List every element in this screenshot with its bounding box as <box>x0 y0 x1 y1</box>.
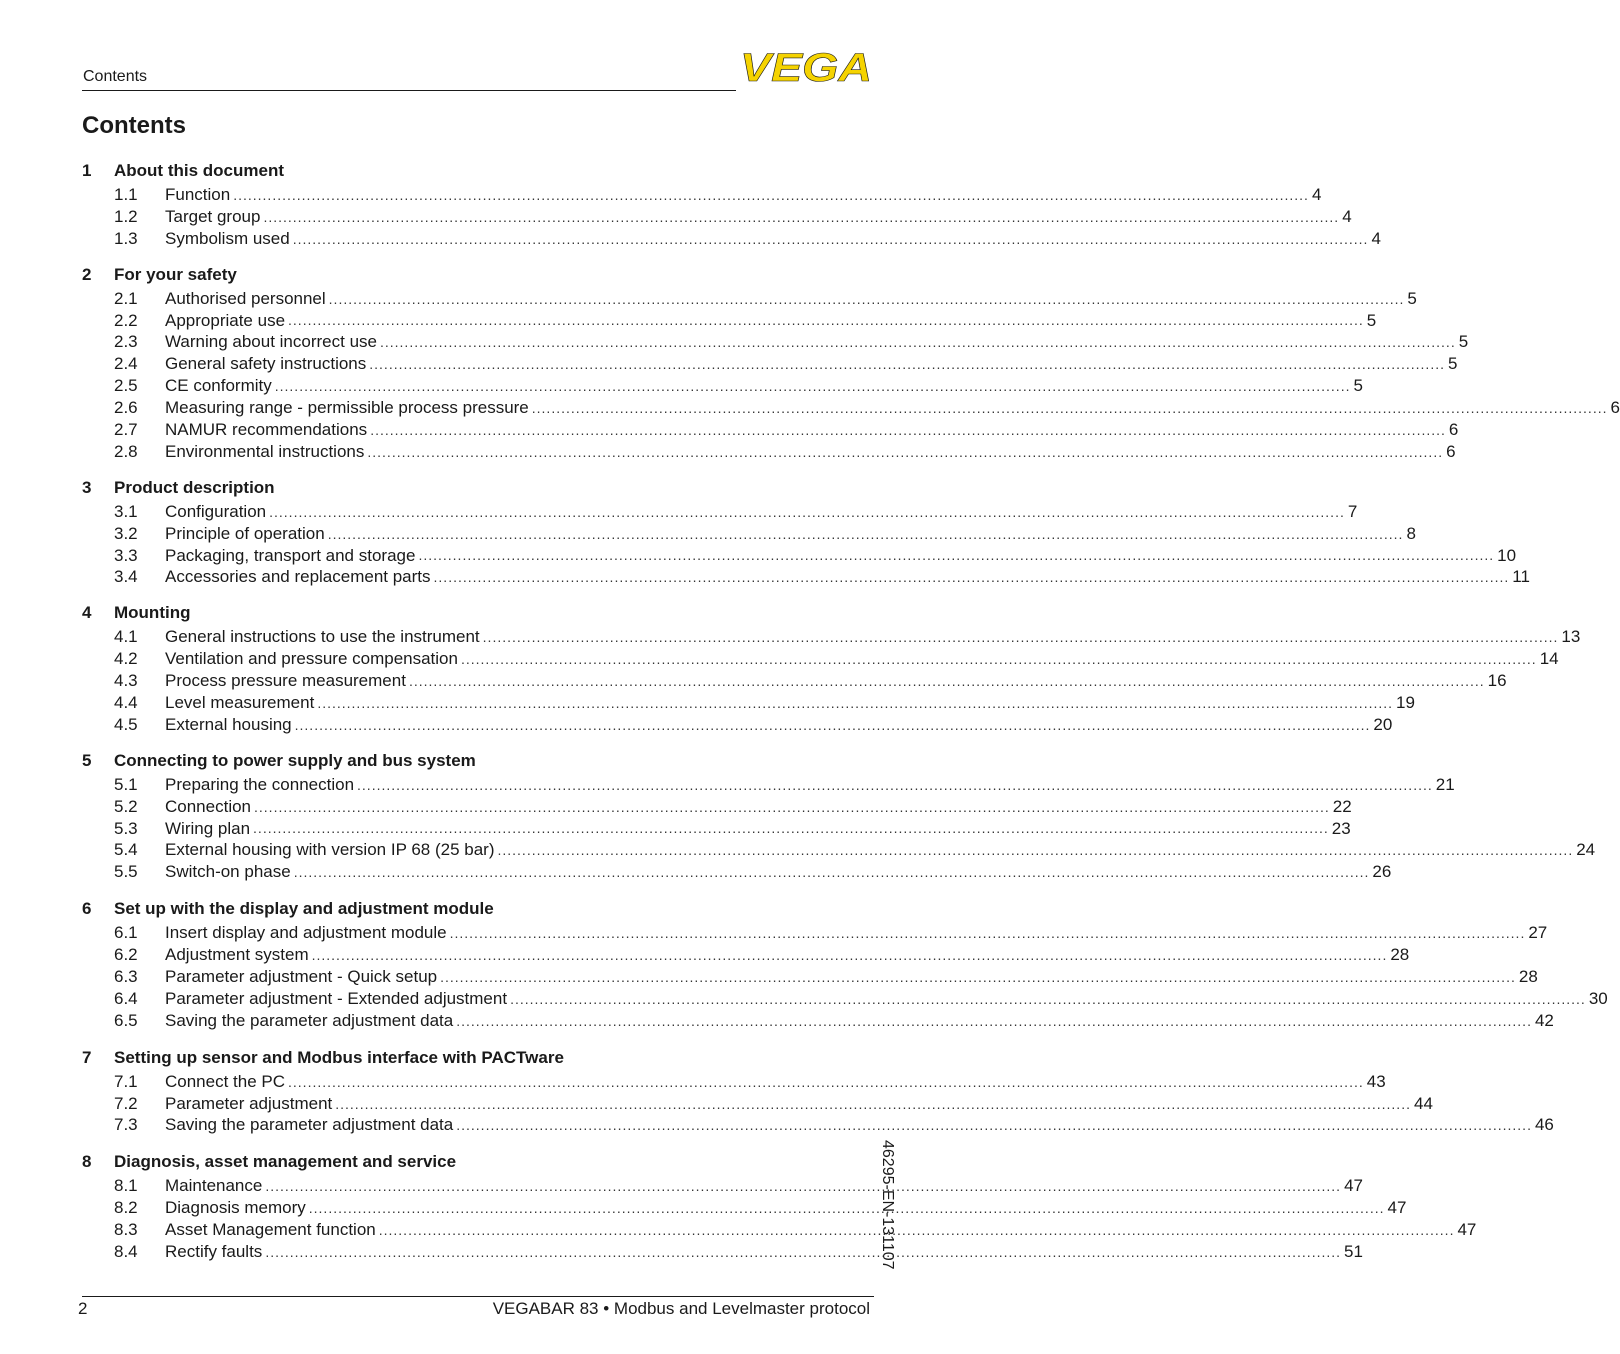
entry-title: Process pressure measurement <box>165 671 406 691</box>
chapter-number: 5 <box>82 750 92 770</box>
entry-title: Saving the parameter adjustment data <box>165 1115 454 1135</box>
entry-title: CE conformity <box>165 376 272 396</box>
toc-entry[interactable] <box>82 353 1458 375</box>
entry-number: 2.2 <box>114 310 138 330</box>
dot-leader: ............................................................................................................................................................................................................................ <box>327 525 1404 542</box>
entry-page-number: 14 <box>1539 649 1559 669</box>
toc-entry[interactable] <box>82 861 1392 883</box>
entry-title: Accessories and replacement parts <box>165 567 431 587</box>
entry-number: 1.2 <box>114 206 138 226</box>
entry-title: Adjustment system <box>165 945 309 965</box>
entry-page-number: 16 <box>1487 671 1507 691</box>
toc-entry[interactable] <box>82 1010 1554 1032</box>
dot-leader: ............................................................................................................................................................................................................................ <box>335 1095 1411 1112</box>
toc-entry[interactable] <box>82 331 1469 353</box>
entry-number: 2.7 <box>114 419 138 439</box>
entry-number: 2.8 <box>114 441 138 461</box>
entry-title: Wiring plan <box>165 818 251 838</box>
entry-page-number: 4 <box>1371 228 1381 248</box>
entry-number: 4.1 <box>114 627 138 647</box>
chapter-title: About this document <box>114 161 284 180</box>
entry-number: 5.1 <box>114 774 138 794</box>
chapter-title: Setting up sensor and Modbus interface with PACTware <box>114 1047 564 1067</box>
toc-entry[interactable] <box>82 922 1548 944</box>
dot-leader: ............................................................................................................................................................................................................................ <box>253 820 1329 837</box>
dot-leader: ............................................................................................................................................................................................................................ <box>408 673 1485 690</box>
entry-number: 3.1 <box>114 501 138 521</box>
toc-entry[interactable] <box>82 818 1351 840</box>
entry-page-number: 20 <box>1373 714 1393 734</box>
entry-title: Configuration <box>165 501 267 521</box>
toc-entry[interactable] <box>82 397 1620 419</box>
dot-leader: ............................................................................................................................................................................................................................ <box>369 356 1445 373</box>
entry-number: 4.5 <box>114 714 138 734</box>
entry-page-number: 4 <box>1342 206 1352 226</box>
entry-title: Preparing the connection <box>165 774 355 794</box>
entry-page-number: 22 <box>1332 796 1352 816</box>
dot-leader: ............................................................................................................................................................................................................................ <box>456 1012 1532 1029</box>
footer-divider <box>82 1296 874 1297</box>
toc-chapter <box>82 1045 1554 1137</box>
header-divider <box>82 90 736 91</box>
entry-title: Insert display and adjustment module <box>165 923 447 943</box>
entry-title: Warning about incorrect use <box>165 332 377 352</box>
entry-title: Diagnosis memory <box>165 1198 306 1218</box>
dot-leader: ............................................................................................................................................................................................................................ <box>311 947 1388 964</box>
toc-entry[interactable] <box>82 839 1596 861</box>
dot-leader: ............................................................................................................................................................................................................................ <box>440 968 1516 985</box>
chapter-number: 7 <box>82 1047 92 1067</box>
toc-entry[interactable] <box>82 774 1455 796</box>
toc-entry[interactable] <box>82 206 1352 228</box>
toc-entry[interactable] <box>82 1241 1363 1263</box>
toc-entry[interactable] <box>82 566 1530 588</box>
toc-entry[interactable] <box>82 1093 1433 1115</box>
toc-entry[interactable] <box>82 1115 1554 1137</box>
entry-page-number: 47 <box>1344 1176 1363 1196</box>
chapter-title: Product description <box>114 477 275 497</box>
entry-number: 5.2 <box>114 796 138 816</box>
dot-leader: ............................................................................................................................................................................................................................ <box>254 798 1330 815</box>
toc-chapter <box>82 475 1530 589</box>
entry-number: 3.3 <box>114 545 138 565</box>
entry-title: Measuring range - permissible process pressure <box>165 398 529 418</box>
entry-number: 6.4 <box>114 988 138 1008</box>
chapter-number: 4 <box>82 603 92 623</box>
vega-logo <box>740 46 874 90</box>
dot-leader: ............................................................................................................................................................................................................................ <box>367 443 1444 460</box>
toc-chapter <box>82 748 1596 883</box>
entry-number: 7.3 <box>114 1115 138 1135</box>
entry-number: 4.4 <box>114 692 138 712</box>
entry-page-number: 10 <box>1497 545 1517 565</box>
entry-number: 5.4 <box>114 840 138 860</box>
chapter-title: Diagnosis, asset management and service <box>114 1152 457 1172</box>
entry-title: Parameter adjustment <box>165 1093 333 1113</box>
entry-title: Target group <box>165 206 261 226</box>
toc-entry[interactable] <box>82 626 1581 648</box>
entry-title: General instructions to use the instrument <box>165 627 480 647</box>
dot-leader: ............................................................................................................................................................................................................................ <box>328 290 1405 307</box>
entry-number: 6.2 <box>114 945 138 965</box>
entry-page-number: 24 <box>1576 840 1596 860</box>
entry-title: Principle of operation <box>165 523 325 543</box>
entry-title: General safety instructions <box>165 354 367 374</box>
toc-chapter <box>82 896 1608 1031</box>
entry-title: External housing with version IP 68 (25 bar) <box>165 840 495 860</box>
toc-entry[interactable] <box>82 1071 1386 1093</box>
toc-entry[interactable] <box>82 670 1507 692</box>
entry-page-number: 26 <box>1372 862 1392 882</box>
entry-title: Connect the PC <box>165 1071 286 1091</box>
chapter-number: 3 <box>82 477 92 497</box>
dot-leader: ............................................................................................................................................................................................................................ <box>433 569 1510 586</box>
entry-page-number: 5 <box>1353 376 1363 396</box>
entry-title: Symbolism used <box>165 228 290 248</box>
entry-number: 2.3 <box>114 332 138 352</box>
entry-page-number: 5 <box>1366 310 1377 330</box>
toc-entry[interactable] <box>82 714 1393 736</box>
entry-page-number: 21 <box>1435 774 1455 794</box>
toc-chapter-heading[interactable] <box>82 1045 874 1071</box>
entry-page-number: 6 <box>1446 441 1456 461</box>
document-code: 46295-EN-131107 <box>879 1140 896 1270</box>
toc-entry[interactable] <box>82 988 1608 1010</box>
toc-entry[interactable] <box>82 944 1410 966</box>
entry-page-number: 5 <box>1448 354 1458 374</box>
chapter-title: Set up with the display and adjustment module <box>114 899 494 919</box>
dot-leader: ............................................................................................................................................................................................................................ <box>308 1200 1385 1217</box>
entry-page-number: 8 <box>1406 523 1416 543</box>
footer-product-name: VEGABAR 83 • Modbus and Levelmaster protocol <box>492 1299 870 1318</box>
dot-leader: ............................................................................................................................................................................................................................ <box>418 547 1495 564</box>
entry-number: 7.2 <box>114 1093 138 1113</box>
entry-number: 6.1 <box>114 923 138 943</box>
entry-page-number: 11 <box>1512 567 1530 587</box>
entry-page-number: 7 <box>1347 501 1358 521</box>
chapter-number: 2 <box>82 264 92 284</box>
dot-leader: ............................................................................................................................................................................................................................ <box>497 842 1574 859</box>
entry-number: 1.3 <box>114 228 138 248</box>
entry-title: Ventilation and pressure compensation <box>165 649 458 669</box>
entry-title: Saving the parameter adjustment data <box>165 1010 454 1030</box>
chapter-number: 8 <box>82 1152 92 1172</box>
dot-leader: ............................................................................................................................................................................................................................ <box>294 716 1371 733</box>
toc-entry[interactable] <box>82 796 1352 818</box>
toc-entry[interactable] <box>82 1197 1407 1219</box>
entry-number: 2.5 <box>114 376 138 396</box>
entry-page-number: 28 <box>1390 945 1410 965</box>
dot-leader: ............................................................................................................................................................................................................................ <box>293 864 1370 881</box>
entry-page-number: 47 <box>1387 1198 1407 1218</box>
toc-chapter <box>82 158 1381 250</box>
toc-chapter-heading[interactable] <box>82 1149 874 1175</box>
entry-page-number: 43 <box>1366 1071 1386 1091</box>
dot-leader: ............................................................................................................................................................................................................................ <box>274 378 1351 395</box>
dot-leader: ............................................................................................................................................................................................................................ <box>263 208 1340 225</box>
dot-leader: ............................................................................................................................................................................................................................ <box>265 1243 1342 1260</box>
toc-entry[interactable] <box>82 501 1358 523</box>
dot-leader: ............................................................................................................................................................................................................................ <box>482 629 1559 646</box>
entry-page-number: 27 <box>1528 923 1548 943</box>
entry-page-number: 6 <box>1610 398 1620 418</box>
dot-leader: ............................................................................................................................................................................................................................ <box>456 1117 1532 1134</box>
entry-title: Environmental instructions <box>165 441 365 461</box>
dot-leader: ............................................................................................................................................................................................................................ <box>269 503 1345 520</box>
dot-leader: ............................................................................................................................................................................................................................ <box>317 694 1394 711</box>
entry-number: 4.2 <box>114 649 138 669</box>
entry-title: Asset Management function <box>165 1220 376 1240</box>
toc-entry[interactable] <box>82 648 1559 670</box>
toc-chapter-heading[interactable] <box>82 600 874 626</box>
entry-number: 2.6 <box>114 398 138 418</box>
entry-page-number: 30 <box>1588 988 1608 1008</box>
entry-title: Parameter adjustment - Extended adjustment <box>165 988 508 1008</box>
toc-entry[interactable] <box>82 375 1363 397</box>
toc-chapter-heading[interactable] <box>82 158 874 184</box>
toc-chapter-heading[interactable] <box>82 475 874 501</box>
vega-logo-text: VEGA <box>740 46 872 90</box>
dot-leader: ............................................................................................................................................................................................................................ <box>357 776 1433 793</box>
toc-entry[interactable] <box>82 184 1322 206</box>
dot-leader: ............................................................................................................................................................................................................................ <box>288 1073 1364 1090</box>
entry-title: Packaging, transport and storage <box>165 545 416 565</box>
entry-page-number: 5 <box>1458 332 1469 352</box>
entry-page-number: 42 <box>1534 1010 1554 1030</box>
entry-title: Switch-on phase <box>165 862 291 882</box>
toc-entry[interactable] <box>82 441 1456 463</box>
entry-number: 3.4 <box>114 567 138 587</box>
entry-title: Rectify faults <box>165 1242 263 1261</box>
entry-number: 6.3 <box>114 966 138 986</box>
entry-number: 8.1 <box>114 1176 138 1196</box>
entry-title: Parameter adjustment - Quick setup <box>165 966 438 986</box>
chapter-number: 1 <box>82 161 92 180</box>
entry-number: 8.2 <box>114 1198 138 1218</box>
toc-entry[interactable] <box>82 228 1381 250</box>
entry-title: Connection <box>165 796 252 816</box>
dot-leader: ............................................................................................................................................................................................................................ <box>233 186 1309 203</box>
toc-entry[interactable] <box>82 545 1517 567</box>
chapter-title: Mounting <box>114 603 191 623</box>
entry-page-number: 51 <box>1344 1242 1363 1261</box>
entry-number: 8.4 <box>114 1242 138 1261</box>
entry-number: 6.5 <box>114 1010 138 1030</box>
toc-chapter <box>82 262 1620 463</box>
chapter-number: 6 <box>82 899 92 919</box>
entry-page-number: 19 <box>1396 692 1415 712</box>
dot-leader: ............................................................................................................................................................................................................................ <box>379 334 1456 351</box>
chapter-title: Connecting to power supply and bus system <box>114 750 476 770</box>
entry-page-number: 13 <box>1561 627 1581 647</box>
entry-title: Function <box>165 184 231 204</box>
entry-number: 3.2 <box>114 523 138 543</box>
dot-leader: ............................................................................................................................................................................................................................ <box>370 421 1446 438</box>
dot-leader: ............................................................................................................................................................................................................................ <box>288 312 1364 329</box>
toc-entry[interactable] <box>82 692 1415 714</box>
entry-number: 2.1 <box>114 288 138 308</box>
dot-leader: ............................................................................................................................................................................................................................ <box>449 925 1526 942</box>
entry-number: 5.5 <box>114 862 138 882</box>
toc-entry[interactable] <box>82 419 1459 441</box>
toc-entry[interactable] <box>82 966 1538 988</box>
header-section-label: Contents <box>83 68 148 85</box>
entry-page-number: 23 <box>1331 818 1351 838</box>
entry-title: NAMUR recommendations <box>165 419 368 439</box>
entry-title: Level measurement <box>165 692 315 712</box>
dot-leader: ............................................................................................................................................................................................................................ <box>292 230 1369 247</box>
entry-page-number: 47 <box>1457 1220 1477 1240</box>
dot-leader: ............................................................................................................................................................................................................................ <box>265 1178 1342 1195</box>
entry-number: 8.3 <box>114 1220 138 1240</box>
entry-title: External housing <box>165 714 292 734</box>
entry-page-number: 28 <box>1518 966 1538 986</box>
entry-page-number: 46 <box>1534 1115 1554 1135</box>
entry-number: 5.3 <box>114 818 138 838</box>
toc-entry[interactable] <box>82 523 1416 545</box>
toc-entry[interactable] <box>82 310 1377 332</box>
toc-entry[interactable] <box>82 1219 1477 1241</box>
page-title: Contents <box>82 112 186 139</box>
toc-chapter-heading[interactable] <box>82 748 874 774</box>
toc-entry[interactable] <box>82 1175 1363 1197</box>
toc-entry[interactable] <box>82 288 1417 310</box>
chapter-title: For your safety <box>114 264 237 284</box>
toc-chapter-heading[interactable] <box>82 896 874 922</box>
entry-number: 1.1 <box>114 184 138 204</box>
entry-page-number: 44 <box>1413 1093 1433 1113</box>
dot-leader: ............................................................................................................................................................................................................................ <box>460 651 1537 668</box>
entry-number: 2.4 <box>114 354 138 374</box>
entry-page-number: 4 <box>1311 184 1322 204</box>
entry-title: Maintenance <box>165 1176 263 1196</box>
entry-page-number: 5 <box>1407 288 1417 308</box>
entry-number: 7.1 <box>114 1071 138 1091</box>
dot-leader: ............................................................................................................................................................................................................................ <box>510 990 1586 1007</box>
footer-page-number: 2 <box>78 1299 88 1318</box>
toc-chapter-heading[interactable] <box>82 262 874 288</box>
entry-page-number: 6 <box>1448 419 1459 439</box>
dot-leader: ............................................................................................................................................................................................................................ <box>378 1222 1455 1239</box>
entry-title: Appropriate use <box>165 310 286 330</box>
entry-number: 4.3 <box>114 671 138 691</box>
toc-chapter <box>82 600 1581 735</box>
entry-title: Authorised personnel <box>165 288 326 308</box>
dot-leader: ............................................................................................................................................................................................................................ <box>531 400 1608 417</box>
